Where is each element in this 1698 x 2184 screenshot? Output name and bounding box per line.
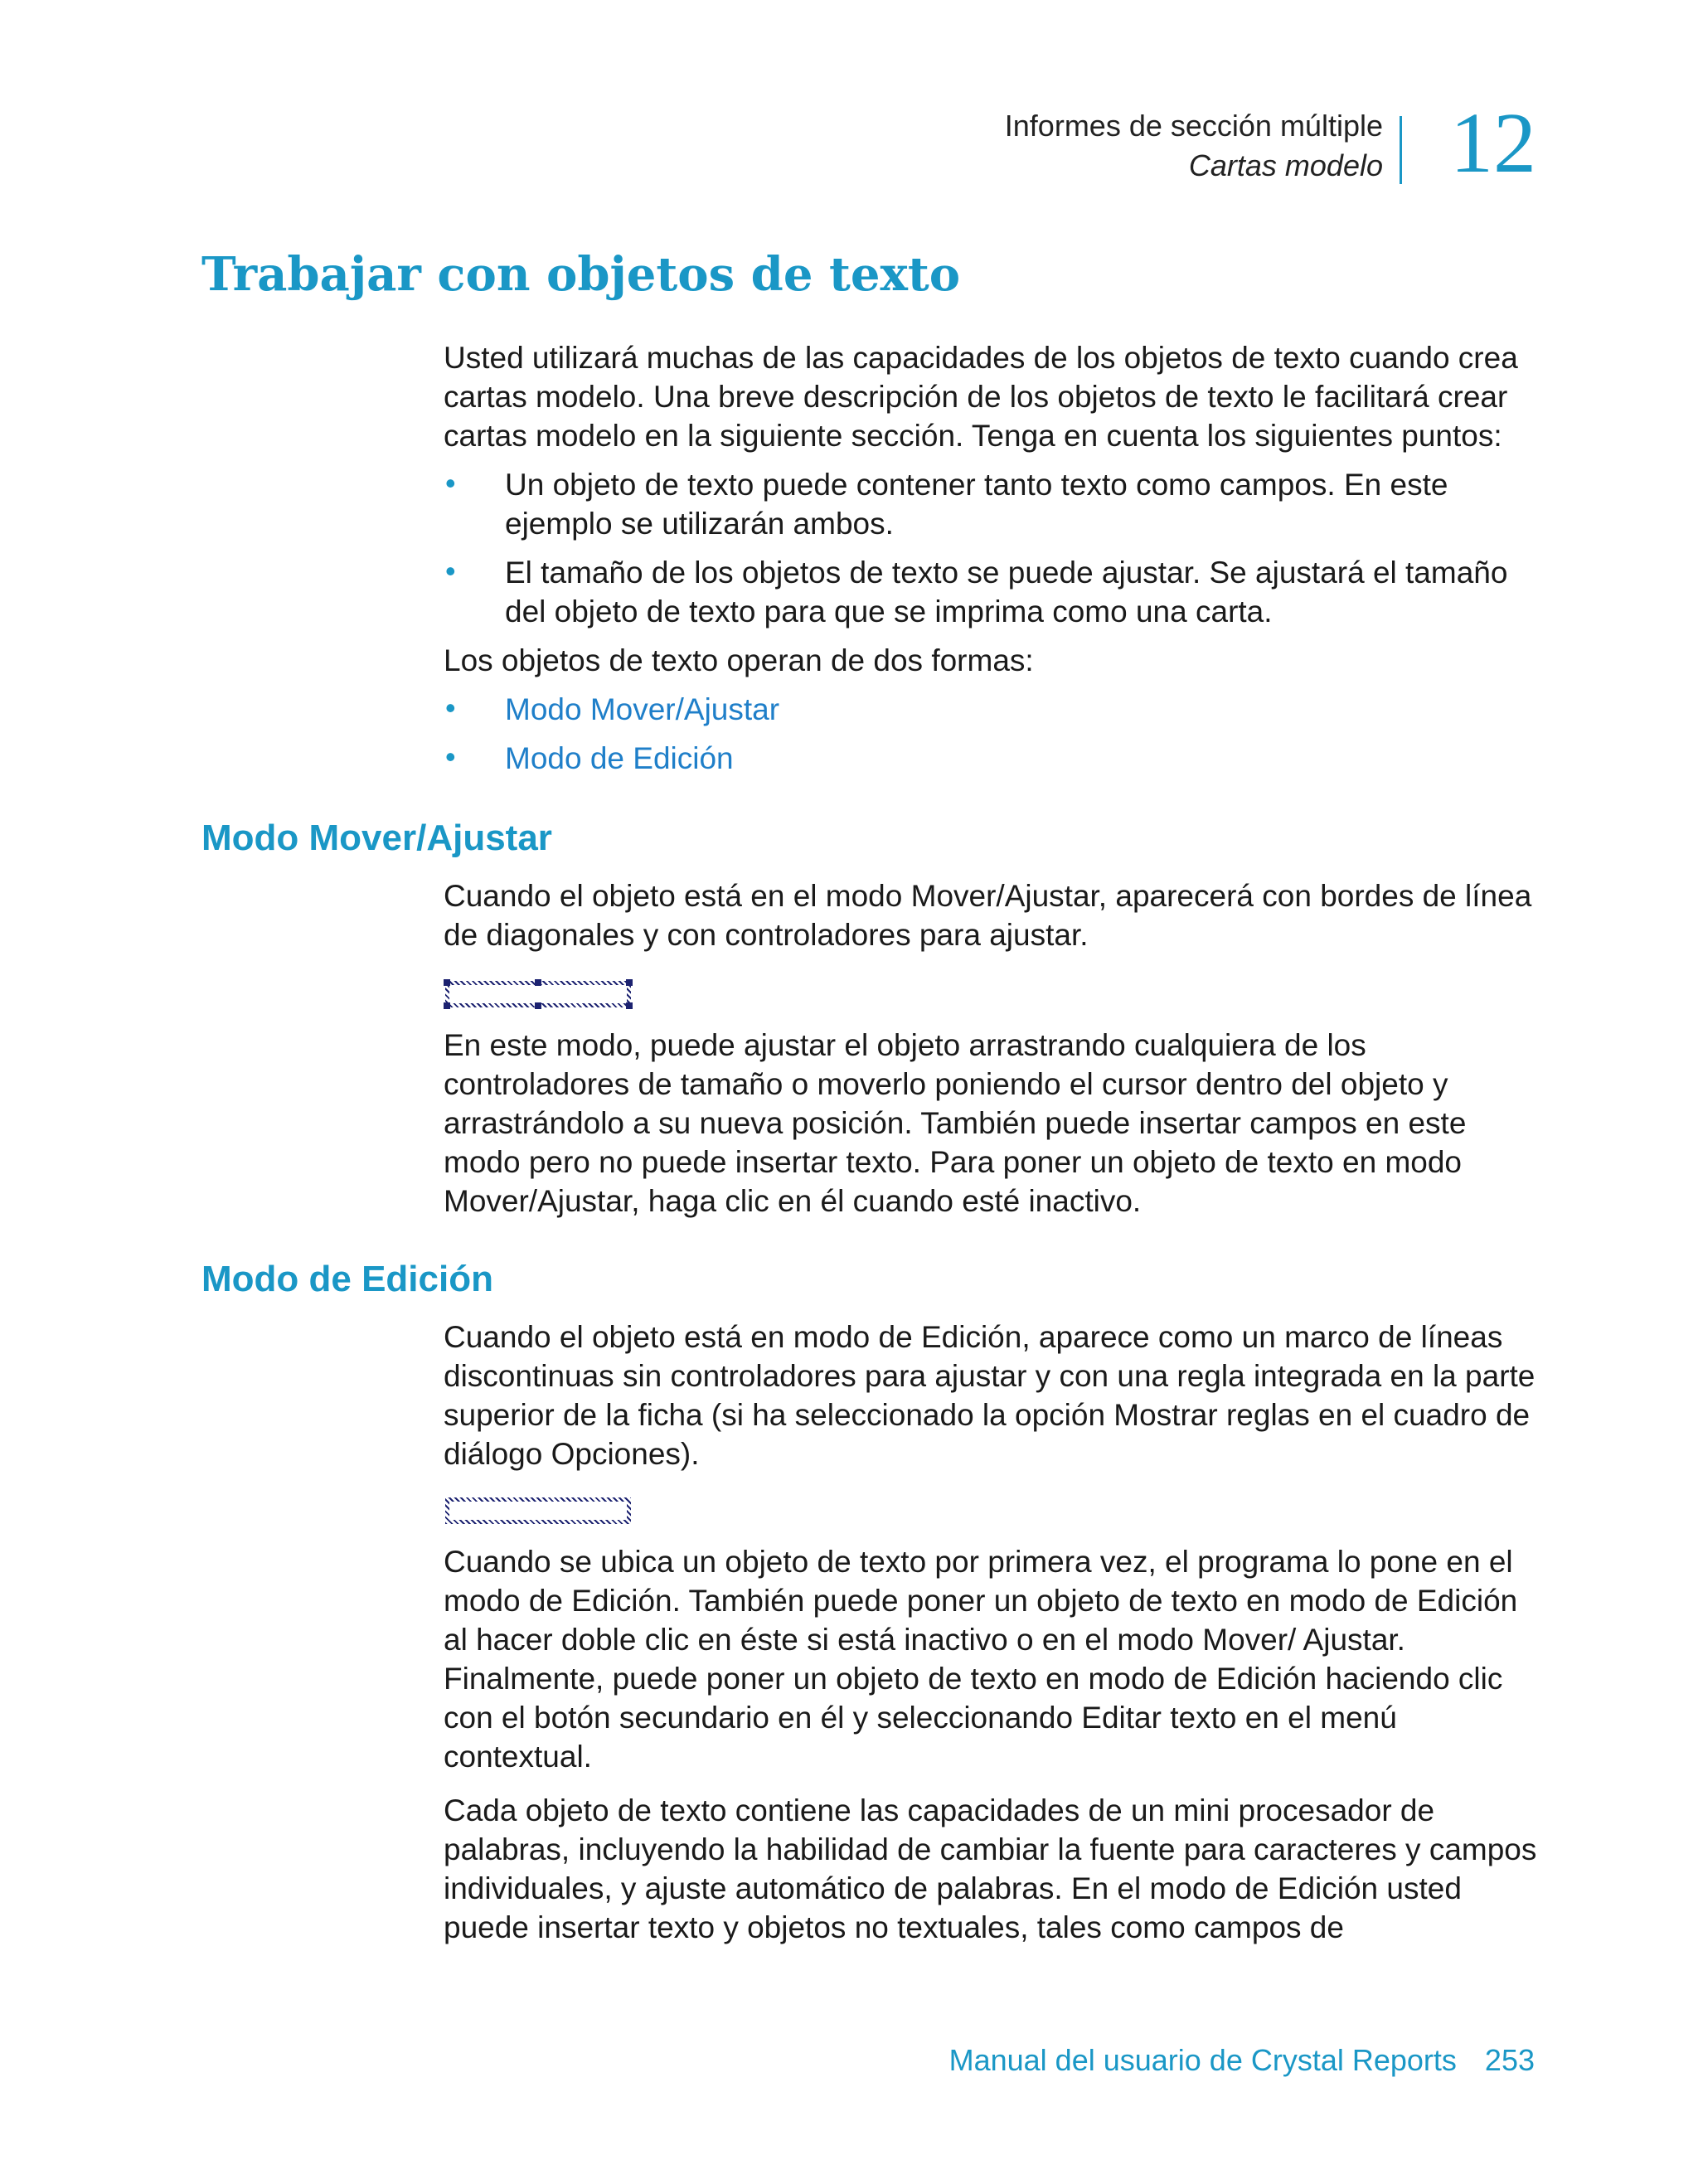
- intro-section: [444, 338, 1538, 778]
- link-modo-edicion[interactable]: Modo de Edición: [505, 741, 734, 775]
- bullet-icon: •: [445, 740, 456, 774]
- bullet-text: El tamaño de los objetos de texto se puede ajustar. Se ajustará el tamaño del objeto de texto para que se imprima como una carta.: [505, 556, 1508, 629]
- link-modo-mover-ajustar[interactable]: Modo Mover/Ajustar: [505, 692, 780, 726]
- move-resize-frame-illustration: [445, 981, 631, 1007]
- edit-paragraph-2: Cuando se ubica un objeto de texto por primera vez, el programa lo pone en el modo de Edición. También puede poner un objeto de texto en modo de Edición al hacer doble clic en éste si está inactivo o en el modo Mover/ Ajustar. Finalmente, puede poner un objeto de texto en modo de Edición haciendo clic con el botón secundario en él y seleccionando Editar texto en el menú contextual.: [444, 1545, 1518, 1774]
- header-section-title: Informes de sección múltiple: [1004, 109, 1383, 143]
- list-item: [444, 690, 1538, 729]
- resize-handle: [626, 1002, 633, 1009]
- page-title: Trabajar con objetos de texto: [201, 247, 961, 302]
- list-item: [444, 465, 1538, 543]
- header-titles: [803, 106, 1383, 186]
- chapter-divider: [1400, 116, 1402, 184]
- edit-paragraph-3: Cada objeto de texto contiene las capacidades de un mini procesador de palabras, incluyendo la habilidad de cambiar la fuente para caracteres y campos individuales, y ajuste automático de palabras. En el modo de Edición usted puede insertar texto y objetos no textuales, tales como campos de: [444, 1793, 1537, 1944]
- intro-paragraph: Usted utilizará muchas de las capacidades de los objetos de texto cuando crea cartas modelo. Una breve descripción de los objetos de texto le facilitará crear cartas modelo en la siguiente sección. Tenga en cuenta los siguientes puntos:: [444, 341, 1518, 453]
- footer-manual-title: Manual del usuario de Crystal Reports: [948, 2043, 1457, 2077]
- bullet-icon: •: [445, 466, 456, 500]
- chapter-number: 12: [1450, 95, 1536, 191]
- list-item: [444, 553, 1538, 631]
- edit-section-text-2: [444, 1542, 1538, 1947]
- move-section-text-2: [444, 1026, 1538, 1221]
- bullet-text: Un objeto de texto puede contener tanto texto como campos. En este ejemplo se utilizarán ambos.: [505, 468, 1448, 541]
- bullet-icon: •: [445, 554, 456, 588]
- resize-handle: [535, 979, 541, 986]
- modes-intro: Los objetos de texto operan de dos formas:: [444, 643, 1034, 677]
- move-section-text-1: [444, 876, 1538, 954]
- resize-handle: [444, 1002, 450, 1009]
- header-subsection-title: Cartas modelo: [1188, 148, 1383, 182]
- resize-handle: [626, 979, 633, 986]
- bullet-icon: •: [445, 691, 456, 725]
- move-paragraph-1: Cuando el objeto está en el modo Mover/Ajustar, aparecerá con bordes de línea de diagonales y con controladores para ajustar.: [444, 879, 1532, 952]
- page-footer: [949, 2043, 1535, 2078]
- section-heading-edit: Modo de Edición: [201, 1259, 493, 1299]
- resize-handle: [444, 979, 450, 986]
- resize-handle: [535, 1002, 541, 1009]
- page-number: 253: [1484, 2043, 1535, 2077]
- edit-section-text-1: [444, 1318, 1538, 1473]
- list-item: [444, 739, 1538, 778]
- move-paragraph-2: En este modo, puede ajustar el objeto arrastrando cualquiera de los controladores de tamaño o moverlo poniendo el cursor dentro del objeto y arrastrándolo a su nueva posición. También puede insertar campos en este modo pero no puede insertar texto. Para poner un objeto de texto en modo Mover/Ajustar, haga clic en él cuando esté inactivo.: [444, 1028, 1467, 1218]
- running-header: [906, 95, 1536, 191]
- edit-paragraph-1: Cuando el objeto está en modo de Edición, aparece como un marco de líneas discontinuas sin controladores para ajustar y con una regla integrada en la parte superior de la ficha (si ha seleccionado la opción Mostrar reglas en el cuadro de diálogo Opciones).: [444, 1320, 1535, 1471]
- section-heading-move: Modo Mover/Ajustar: [201, 818, 552, 858]
- edit-frame-illustration: [445, 1497, 631, 1524]
